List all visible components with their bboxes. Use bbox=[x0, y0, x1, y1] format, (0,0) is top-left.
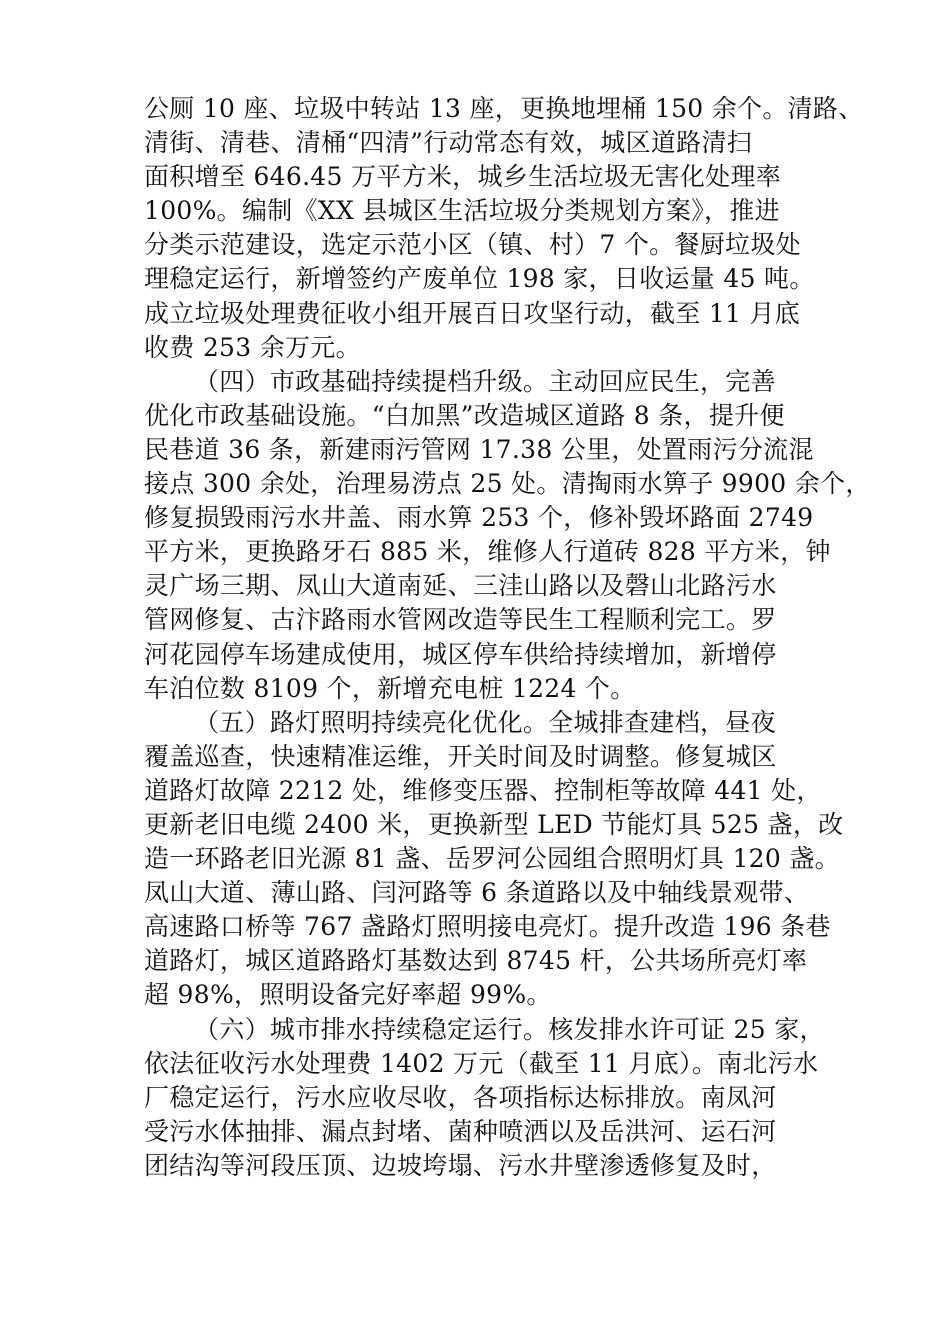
text-line: 100%。编制《XX 县城区生活垃圾分类规划方案》，推进 bbox=[144, 196, 780, 226]
text-line: 团结沟等河段压顶、边坡垮塌、污水井壁渗透修复及时， bbox=[144, 1150, 777, 1180]
text-line: 灵广场三期、凤山大道南延、三洼山路以及磬山北路污水 bbox=[144, 571, 777, 601]
text-line: 面积增至 646.45 万平方米，城乡生活垃圾无害化处理率 bbox=[144, 162, 782, 192]
text-line: 超 98%，照明设备完好率超 99%。 bbox=[144, 980, 552, 1010]
text-line: 民巷道 36 条，新建雨污管网 17.38 公里，处置雨污分流混 bbox=[144, 434, 814, 464]
text-line: 更新老旧电缆 2400 米，更换新型 LED 节能灯具 525 盏，改 bbox=[144, 809, 844, 839]
text-line: 覆盖巡查，快速精准运维，开关时间及时调整。修复城区 bbox=[144, 741, 777, 771]
paragraph-start-line: （五）路灯照明持续亮化优化。全城排查建档，昼夜 bbox=[194, 707, 776, 737]
text-line: 造一环路老旧光源 81 盏、岳罗河公园组合照明灯具 120 盏。 bbox=[144, 844, 840, 874]
text-line: 收费 253 余万元。 bbox=[144, 332, 361, 362]
text-line: 车泊位数 8109 个，新增充电桩 1224 个。 bbox=[144, 673, 636, 703]
text-line: 优化市政基础设施。“白加黑”改造城区道路 8 条，提升便 bbox=[144, 400, 785, 430]
text-line: 凤山大道、薄山路、闫河路等 6 条道路以及中轴线景观带、 bbox=[144, 878, 810, 908]
text-line: 成立垃圾处理费征收小组开展百日攻坚行动，截至 11 月底 bbox=[144, 298, 801, 328]
paragraph-start-line: （六）城市排水持续稳定运行。核发排水许可证 25 家， bbox=[194, 1014, 825, 1044]
text-line: 管网修复、古汴路雨水管网改造等民生工程顺利完工。罗 bbox=[144, 605, 777, 635]
text-line: 修复损毁雨污水井盖、雨水箅 253 个，修补毁坏路面 2749 bbox=[144, 503, 814, 533]
text-line: 平方米，更换路牙石 885 米，维修人行道砖 828 平方米，钟 bbox=[144, 537, 831, 567]
text-line: 高速路口桥等 767 盏路灯照明接电亮灯。提升改造 196 条巷 bbox=[144, 912, 831, 942]
paragraph-start-line: （四）市政基础持续提档升级。主动回应民生，完善 bbox=[194, 366, 776, 396]
text-line: 公厕 10 座、垃圾中转站 13 座，更换地埋桶 150 余个。清路、 bbox=[144, 94, 864, 123]
text-line: 道路灯故障 2212 处，维修变压器、控制柜等故障 441 处， bbox=[144, 775, 822, 805]
text-line: 道路灯，城区道路路灯基数达到 8745 杆，公共场所亮灯率 bbox=[144, 946, 808, 976]
text-line: 受污水体抽排、漏点封堵、菌种喷洒以及岳洪河、运石河 bbox=[144, 1116, 777, 1146]
text-line: 理稳定运行，新增签约产废单位 198 家，日收运量 45 吨。 bbox=[144, 264, 815, 294]
document-body bbox=[144, 92, 871, 1183]
text-line: 分类示范建设，选定示范小区（镇、村）7 个。餐厨垃圾处 bbox=[144, 230, 801, 260]
text-line: 接点 300 余处，治理易涝点 25 处。清掏雨水箅子 9900 余个， bbox=[144, 469, 871, 499]
text-line: 清街、清巷、清桶“四清”行动常态有效，城区道路清扫 bbox=[144, 128, 753, 158]
text-line: 厂稳定运行，污水应收尽收，各项指标达标排放。南凤河 bbox=[144, 1082, 777, 1112]
text-line: 依法征收污水处理费 1402 万元（截至 11 月底）。南北污水 bbox=[144, 1048, 819, 1078]
text-line: 河花园停车场建成使用，城区停车供给持续增加，新增停 bbox=[144, 639, 777, 669]
